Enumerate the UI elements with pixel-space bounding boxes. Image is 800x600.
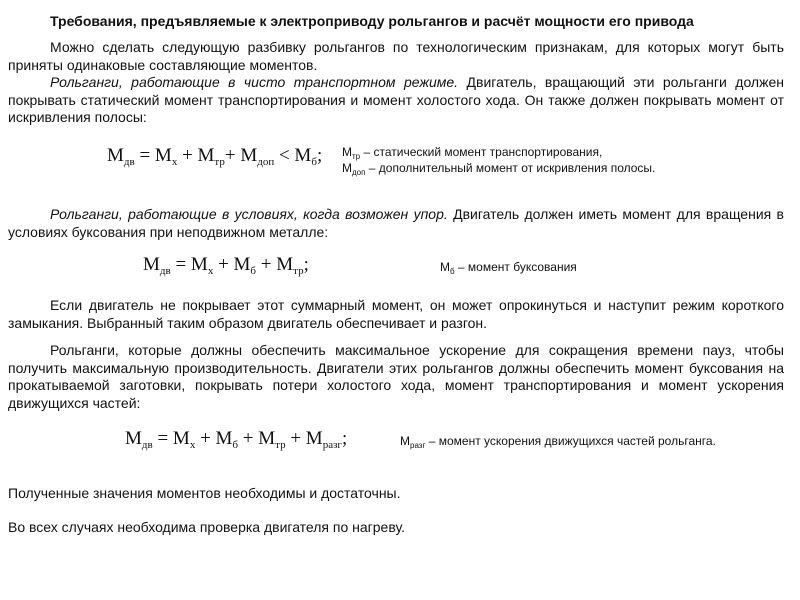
note-m-tr: $M_{тр}$ – статический момент транспортирования, [342,145,603,161]
note-m-razg: $M_{разг}$ – момент ускорения движущихся частей рольганга. [400,434,716,450]
paragraph-1: Можно сделать следующую разбивку рольгангов по технологическим признакам, для которых могут быть приняты одинаковые составляющие моментов. [8,39,784,73]
paragraph-5: Рольганги, которые должны обеспечить максимальное ускорение для сокращения времени пауз, чтобы получить максимальную производительность. Двигатели этих рольгангов должны обеспечить момент буксования на прокатываемой заготовки, покрывать потери холостого хода, момент транспортирования и момент ускорения движущихся частей: [8,342,784,411]
formula-2: $M_{дв} = M_x + M_б + M_{тр}$; [143,254,309,277]
emphasis: Рольганги, работающие в чисто транспортном режиме. [50,74,459,90]
page-title: Требования, предъявляемые к электроприводу рольгангов и расчёт мощности его привода [50,13,694,29]
paragraph-7: Во всех случаях необходима проверка двигателя по нагреву. [8,519,405,535]
formula-3: $M_{дв} = M_x + M_б + M_{тр} + M_{разг}$; [125,428,348,451]
formula-1: $M_{дв} = M_x + M_{тр}+ M_{доп} < M_б$; [107,145,323,168]
paragraph-4: Если двигатель не покрывает этот суммарный момент, он может опрокинуться и наступит режим короткого замыкания. Выбранный таким образом двигатель обеспечивает и разгон. [8,297,784,331]
paragraph-2: Рольганги, работающие в чисто транспортном режиме. Двигатель, вращающий эти рольганги должен покрывать статический момент транспортирования и момент холостого хода. Он также должен покрывать момент от искривления полосы: [8,74,784,125]
paragraph-6: Полученные значения моментов необходимы и достаточны. [8,485,401,501]
note-m-b: $M_б$ – момент буксования [440,260,577,276]
emphasis: Рольганги, работающие в условиях, когда возможен упор. [50,206,448,222]
paragraph-3: Рольганги, работающие в условиях, когда возможен упор. Двигатель должен иметь момент для вращения в условиях буксования при неподвижном металле: [8,206,784,240]
note-m-dop: $M_{доп}$ – дополнительный момент от искривления полосы. [342,161,656,177]
